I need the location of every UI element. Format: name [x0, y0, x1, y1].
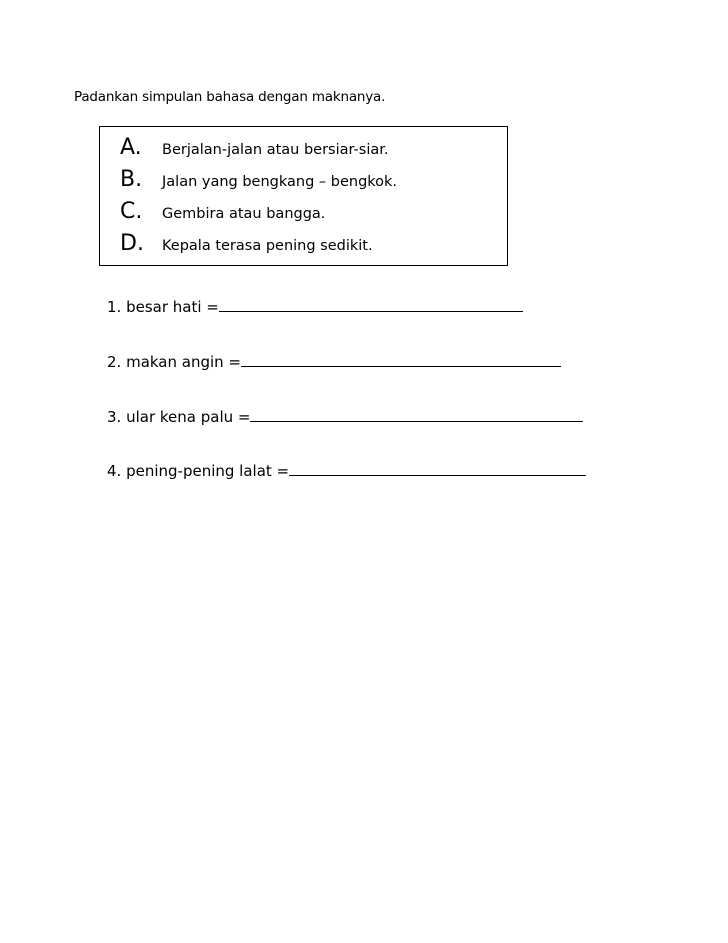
question-4	[107, 462, 586, 480]
option-text: Gembira atau bangga.	[162, 206, 326, 222]
question-label: 2. makan angin =	[107, 353, 242, 371]
question-label: 1. besar hati =	[107, 298, 219, 316]
answer-blank[interactable]	[241, 354, 561, 367]
option-letter: A.	[120, 135, 142, 160]
instruction-text: Padankan simpulan bahasa dengan maknanya.	[74, 89, 386, 105]
option-c	[120, 199, 325, 229]
option-letter: B.	[120, 167, 143, 192]
option-letter: C.	[120, 199, 143, 224]
option-text: Jalan yang bengkang – bengkok.	[162, 174, 398, 190]
option-d	[120, 231, 373, 261]
question-2	[107, 353, 561, 371]
option-a	[120, 135, 389, 165]
options-box	[99, 126, 508, 266]
question-1	[107, 298, 523, 316]
option-text: Berjalan-jalan atau bersiar-siar.	[162, 142, 389, 158]
answer-blank[interactable]	[250, 409, 583, 422]
option-text: Kepala terasa pening sedikit.	[162, 238, 373, 254]
answer-blank[interactable]	[289, 463, 586, 476]
option-letter: D.	[120, 231, 144, 256]
answer-blank[interactable]	[219, 299, 523, 312]
option-b	[120, 167, 397, 197]
question-3	[107, 408, 583, 426]
question-label: 4. pening-pening lalat =	[107, 462, 290, 480]
question-label: 3. ular kena palu =	[107, 408, 251, 426]
